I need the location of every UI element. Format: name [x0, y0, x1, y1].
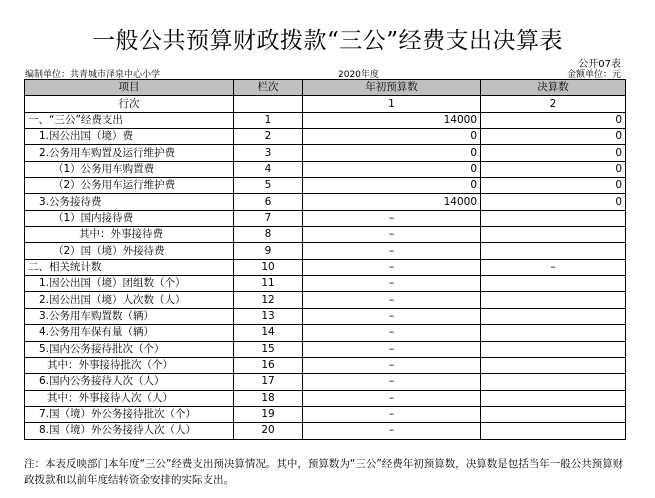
row-idx: 2	[234, 129, 303, 145]
row-idx: 1	[234, 112, 303, 128]
table-row	[25, 423, 626, 439]
row-budget: 0	[303, 178, 481, 194]
form-code: 公开07表	[578, 59, 621, 70]
row-idx: 13	[234, 308, 303, 324]
row-budget: –	[303, 325, 481, 341]
row-final: 0	[481, 129, 626, 145]
compiling-unit: 编制单位：共青城市泽泉中心小学	[25, 70, 161, 80]
index-row	[25, 96, 626, 112]
row-final	[481, 325, 626, 341]
row-idx: 18	[234, 390, 303, 406]
table-row	[25, 145, 626, 161]
row-budget: 0	[303, 129, 481, 145]
table-row	[25, 129, 626, 145]
table-row	[25, 194, 626, 210]
table-row	[25, 357, 626, 373]
row-idx: 5	[234, 178, 303, 194]
row-label: 其中：外事接待批次（个）	[25, 357, 234, 373]
table-row	[25, 112, 626, 128]
fiscal-year: 2020年度	[338, 70, 379, 80]
row-idx: 14	[234, 325, 303, 341]
row-final	[481, 308, 626, 324]
report-title: 一般公共预算财政拨款“三公”经费支出决算表	[91, 28, 564, 54]
row-label: 二、相关统计数	[25, 259, 234, 275]
table-row	[25, 276, 626, 292]
row-idx: 8	[234, 227, 303, 243]
row-final	[481, 276, 626, 292]
row-label: 一、“三公”经费支出	[25, 112, 234, 128]
row-budget: –	[303, 374, 481, 390]
table-row	[25, 227, 626, 243]
table-row	[25, 390, 626, 406]
row-budget: –	[303, 210, 481, 226]
row-final	[481, 292, 626, 308]
row-label: 7.国（境）外公务接待批次（个）	[25, 406, 234, 422]
row-label: 5.国内公务接待批次（个）	[25, 341, 234, 357]
row-final: 0	[481, 161, 626, 177]
row-label: （2）国（境）外接待费	[25, 243, 234, 259]
row-idx: 17	[234, 374, 303, 390]
row-budget: –	[303, 341, 481, 357]
row-idx: 20	[234, 423, 303, 439]
row-final: 0	[481, 145, 626, 161]
row-budget: –	[303, 357, 481, 373]
budget-col-index: 1	[303, 96, 481, 112]
table-row	[25, 210, 626, 226]
header-final: 决算数	[481, 80, 626, 96]
row-final	[481, 390, 626, 406]
table-row	[25, 161, 626, 177]
row-label: 6.国内公务接待人次（人）	[25, 374, 234, 390]
row-final	[481, 406, 626, 422]
table-row	[25, 406, 626, 422]
row-idx: 3	[234, 145, 303, 161]
row-label: 1.因公出国（境）费	[25, 129, 234, 145]
row-idx: 19	[234, 406, 303, 422]
row-budget: 14000	[303, 194, 481, 210]
row-idx: 11	[234, 276, 303, 292]
row-label: 其中：外事接待人次（人）	[25, 390, 234, 406]
table-row	[25, 325, 626, 341]
expenditure-table	[24, 79, 626, 440]
row-index-label: 行次	[25, 96, 234, 112]
row-label: 4.公务用车保有量（辆）	[25, 325, 234, 341]
table-row	[25, 308, 626, 324]
row-budget: –	[303, 308, 481, 324]
table-row	[25, 259, 626, 275]
row-budget: –	[303, 243, 481, 259]
row-budget: 14000	[303, 112, 481, 128]
row-final	[481, 423, 626, 439]
row-label: （1）公务用车购置费	[25, 161, 234, 177]
header-item: 项目	[25, 80, 234, 96]
row-idx: 12	[234, 292, 303, 308]
currency-unit: 金额单位：元	[566, 70, 621, 80]
row-budget: –	[303, 276, 481, 292]
row-final	[481, 243, 626, 259]
row-final	[481, 210, 626, 226]
row-label: 2.因公出国（境）人次数（人）	[25, 292, 234, 308]
row-budget: –	[303, 390, 481, 406]
row-label: （2）公务用车运行维护费	[25, 178, 234, 194]
footnote: 注：本表反映部门本年度“三公”经费支出预决算情况。其中，预算数为“三公”经费年初预算数，决算数是包括当年一般公共预算财政拨款和以前年度结转资金安排的实际支出。	[24, 458, 624, 486]
row-budget: –	[303, 406, 481, 422]
table-row	[25, 374, 626, 390]
row-final: –	[481, 259, 626, 275]
table-row	[25, 178, 626, 194]
table-row	[25, 341, 626, 357]
row-budget: –	[303, 259, 481, 275]
row-budget: –	[303, 423, 481, 439]
row-idx: 7	[234, 210, 303, 226]
table-row	[25, 243, 626, 259]
header-row	[25, 80, 626, 96]
table-row	[25, 292, 626, 308]
row-final: 0	[481, 112, 626, 128]
row-final	[481, 374, 626, 390]
row-budget: 0	[303, 161, 481, 177]
row-idx: 4	[234, 161, 303, 177]
final-col-index: 2	[481, 96, 626, 112]
row-label: 1.因公出国（境）团组数（个）	[25, 276, 234, 292]
row-idx: 9	[234, 243, 303, 259]
row-idx: 16	[234, 357, 303, 373]
row-budget: –	[303, 292, 481, 308]
row-idx: 10	[234, 259, 303, 275]
row-label: 2.公务用车购置及运行维护费	[25, 145, 234, 161]
row-label: 8.国（境）外公务接待人次（人）	[25, 423, 234, 439]
row-label: 3.公务用车购置数（辆）	[25, 308, 234, 324]
row-label: （1）国内接待费	[25, 210, 234, 226]
row-budget: 0	[303, 145, 481, 161]
row-idx: 6	[234, 194, 303, 210]
row-label: 3.公务接待费	[25, 194, 234, 210]
row-label: 其中：外事接待费	[25, 227, 234, 243]
row-final	[481, 341, 626, 357]
row-final	[481, 227, 626, 243]
row-idx: 15	[234, 341, 303, 357]
header-col: 栏次	[234, 80, 303, 96]
row-final: 0	[481, 178, 626, 194]
row-final	[481, 357, 626, 373]
row-final: 0	[481, 194, 626, 210]
row-budget: –	[303, 227, 481, 243]
header-budget: 年初预算数	[303, 80, 481, 96]
